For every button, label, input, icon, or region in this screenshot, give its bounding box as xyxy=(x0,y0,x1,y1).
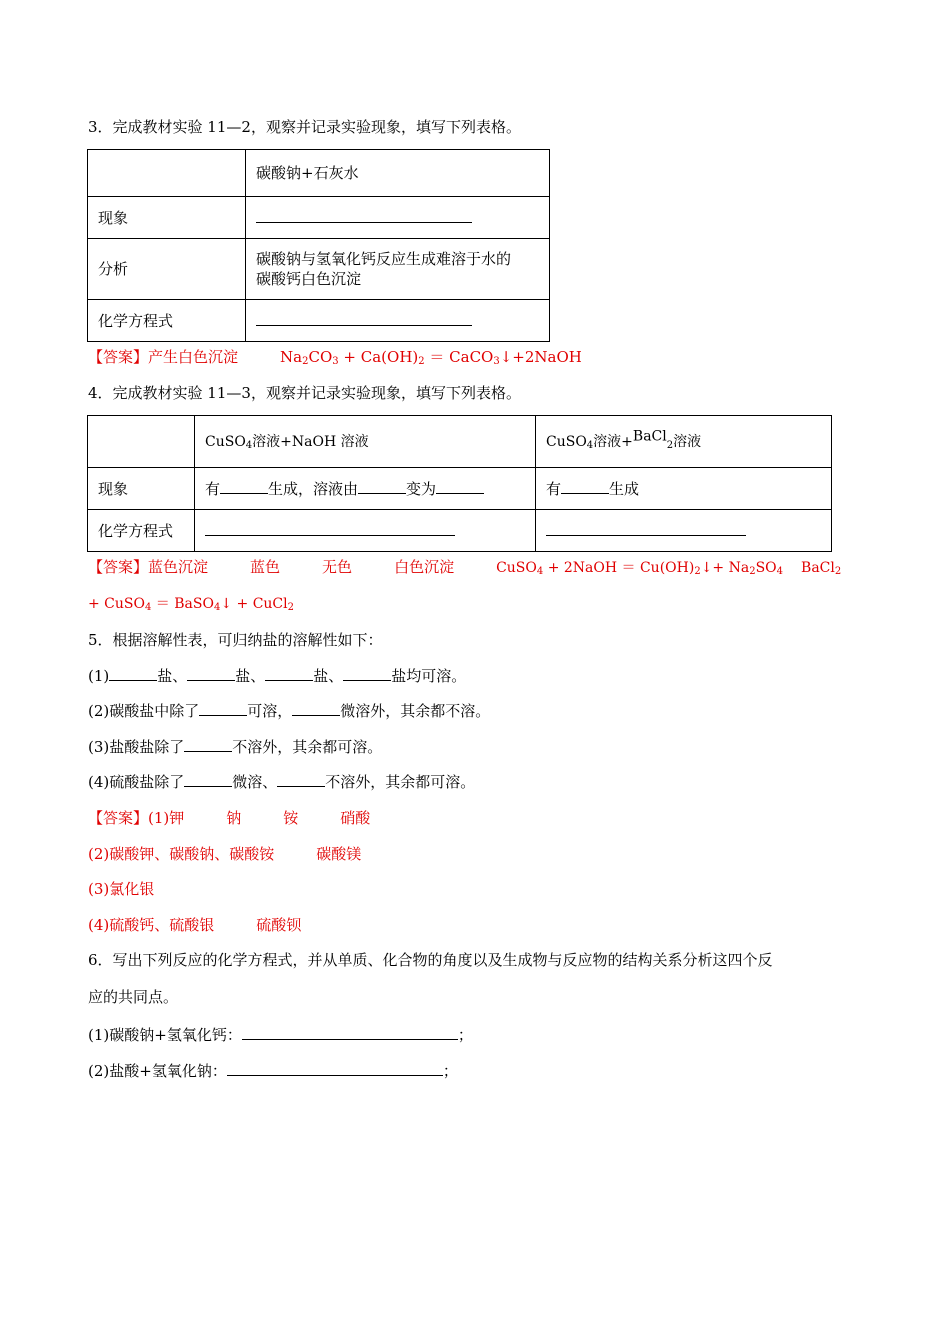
q5-line4: (4)硫酸盐除了 微溶、 不溶外，其余都可溶。 xyxy=(88,773,476,791)
q6-blank-1[interactable] xyxy=(242,1025,458,1040)
q5-blank-9[interactable] xyxy=(277,772,325,787)
q4-phenomenon-col2: 有 生成 xyxy=(536,468,832,510)
q5-line1: (1) 盐、 盐、 盐、 盐均可溶。 xyxy=(88,667,467,685)
q5-blank-4[interactable] xyxy=(343,666,391,681)
q3-answer xyxy=(88,347,582,367)
q4-blank-1[interactable] xyxy=(220,479,268,494)
q4-header-col1: CuSO$_4$溶液+NaOH 溶液 xyxy=(195,416,536,468)
q4-blank-3[interactable] xyxy=(436,479,484,494)
q4-answer-line2: + CuSO$_4$ ＝ BaSO$_4$↓ + CuCl$_2$ xyxy=(88,596,294,613)
q5-line2: (2)碳酸盐中除了 可溶， 微溶外，其余都不溶。 xyxy=(88,702,491,720)
q6-prompt-line1: 6．写出下列反应的化学方程式，并从单质、化合物的角度以及生成物与反应物的结构关系分析这四个反 xyxy=(88,951,773,969)
q3-analysis-cell xyxy=(246,239,550,300)
q4-row-phenomenon: 现象 xyxy=(88,468,195,510)
q3-row-equation: 化学方程式 xyxy=(88,300,246,342)
q4-answer: 【答案】蓝色沉淀 蓝色 无色 白色沉淀 CuSO$_4$ + 2NaOH ＝ $Cu(OH)_2↓+ Na_2SO_4$ BaCl$_2$ xyxy=(88,558,842,577)
q6-line2: (2)盐酸+氢氧化钠： ； xyxy=(88,1062,458,1080)
q3-answer-label: 【答案】 xyxy=(88,348,149,366)
q3-answer-text: 产生白色沉淀 xyxy=(148,348,239,366)
q3-answer-equation: $Na_2CO_3 + Ca(OH)_2$ ＝ CaCO$_3$↓+2NaOH xyxy=(280,348,582,367)
q3-analysis-line1: 碳酸钠与氢氧化钙反应生成难溶于水的 xyxy=(256,250,512,268)
q3-equation-cell xyxy=(246,300,550,342)
q5-answer-1: 【答案】(1)钾 钠 铵 硝酸 xyxy=(88,809,371,827)
q4-header-empty xyxy=(88,416,195,468)
q5-answer-4: (4)硫酸钙、硫酸银 硫酸钡 xyxy=(88,916,302,934)
q5-blank-6[interactable] xyxy=(292,701,340,716)
q6-line1: (1)碳酸钠+氢氧化钙： ； xyxy=(88,1026,473,1044)
q4-phenomenon-col1: 有 生成，溶液由 变为 xyxy=(195,468,536,510)
q4-table xyxy=(87,415,832,552)
q4-row-equation: 化学方程式 xyxy=(88,510,195,552)
q5-blank-3[interactable] xyxy=(265,666,313,681)
q4-blank-2[interactable] xyxy=(358,479,406,494)
q3-phenomenon-blank[interactable] xyxy=(256,208,472,223)
q4-equation-col2 xyxy=(536,510,832,552)
q4-eq-blank-1[interactable] xyxy=(205,521,455,536)
q5-answer-2: (2)碳酸钾、碳酸钠、碳酸铵 碳酸镁 xyxy=(88,845,362,863)
q3-table xyxy=(87,149,550,342)
q5-prompt: 5．根据溶解性表，可归纳盐的溶解性如下： xyxy=(88,631,383,649)
q4-blank-4[interactable] xyxy=(561,479,609,494)
q4-prompt: 4．完成教材实验 11—3，观察并记录实验现象，填写下列表格。 xyxy=(88,384,521,402)
q3-phenomenon-cell xyxy=(246,197,550,239)
q5-answer-3: (3)氯化银 xyxy=(88,880,155,898)
q3-header: 碳酸钠+石灰水 xyxy=(246,150,550,197)
q3-equation-blank[interactable] xyxy=(256,311,472,326)
q5-blank-5[interactable] xyxy=(199,701,247,716)
q6-prompt-line2: 应的共同点。 xyxy=(88,988,179,1006)
q5-blank-7[interactable] xyxy=(184,737,232,752)
q3-prompt: 3．完成教材实验 11—2，观察并记录实验现象，填写下列表格。 xyxy=(88,118,521,136)
q4-equation-col1 xyxy=(195,510,536,552)
q5-blank-1[interactable] xyxy=(109,666,157,681)
q6-blank-2[interactable] xyxy=(227,1061,443,1076)
q3-header-empty xyxy=(88,150,246,197)
q3-row-phenomenon: 现象 xyxy=(88,197,246,239)
q5-blank-2[interactable] xyxy=(187,666,235,681)
q4-header-col2: CuSO$_4$溶液+$^{BaCl}_2$溶液 xyxy=(536,416,832,468)
q5-blank-8[interactable] xyxy=(184,772,232,787)
q3-analysis-line2: 碳酸钙白色沉淀 xyxy=(256,270,362,288)
q4-eq-blank-2[interactable] xyxy=(546,521,746,536)
q5-line3: (3)盐酸盐除了 不溶外，其余都可溶。 xyxy=(88,738,383,756)
q3-row-analysis: 分析 xyxy=(88,239,246,300)
